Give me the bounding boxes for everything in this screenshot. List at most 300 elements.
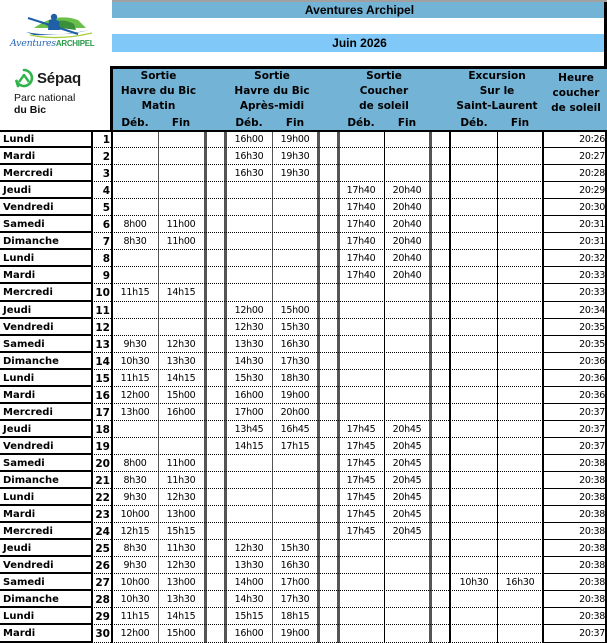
time-a-start[interactable] [112,131,158,148]
time-b-start[interactable] [226,267,272,284]
time-c-end[interactable]: 20h45 [392,441,422,452]
time-a-start[interactable]: 13h00 [120,407,150,418]
time-b-start[interactable]: 16h30 [234,168,264,179]
time-d-start[interactable] [451,267,497,284]
time-a-start[interactable]: 10h00 [120,577,150,588]
time-d-end[interactable] [497,608,543,625]
time-c-end[interactable] [384,131,430,148]
time-d-end[interactable] [497,472,543,489]
time-a-start[interactable] [112,250,158,267]
header-a-start: Déb. [121,117,149,129]
time-a-end[interactable]: 12h30 [166,339,196,350]
time-b-end[interactable]: 16h30 [280,339,310,350]
time-a-start[interactable]: 8h30 [123,475,147,486]
time-a-end[interactable] [158,199,204,216]
time-b-start[interactable]: 16h00 [234,628,264,639]
time-d-start[interactable] [451,148,497,165]
time-b-start[interactable] [226,199,272,216]
time-d-start[interactable] [451,302,497,319]
header-a-end: Fin [171,117,191,129]
time-c-start[interactable] [338,370,384,387]
time-d-end[interactable] [497,165,543,182]
time-a-end[interactable] [158,165,204,182]
time-b-start[interactable]: 14h30 [234,594,264,605]
band-spacer [112,52,607,67]
sunset-time[interactable]: 20:38 [579,526,605,537]
time-b-end[interactable] [272,472,318,489]
day-name: Mardi [3,390,36,401]
time-b-end[interactable] [272,199,318,216]
time-d-end[interactable] [497,302,543,319]
time-a-end[interactable]: 12h30 [166,492,196,503]
time-c-end[interactable] [384,302,430,319]
time-a-start[interactable]: 12h00 [120,390,150,401]
time-a-end[interactable]: 13h30 [166,594,196,605]
time-c-end[interactable] [384,404,430,421]
time-a-start[interactable]: 10h30 [120,594,150,605]
time-c-start[interactable]: 17h45 [346,424,376,435]
time-a-end[interactable] [158,148,204,165]
time-a-end[interactable]: 11h00 [166,219,196,230]
time-b-end[interactable] [272,455,318,472]
time-b-start[interactable] [226,284,272,301]
day-name: Mardi [3,151,36,162]
time-c-end[interactable] [384,165,430,182]
time-d-start[interactable]: 10h30 [459,577,489,588]
time-d-start[interactable] [451,540,497,557]
time-d-start[interactable] [451,557,497,574]
time-b-end[interactable]: 19h30 [280,151,310,162]
header-d-start: Déb. [460,117,488,129]
time-b-start[interactable] [226,506,272,523]
time-a-start[interactable] [112,148,158,165]
time-c-start[interactable] [338,625,384,642]
time-b-end[interactable]: 19h00 [280,628,310,639]
time-b-end[interactable]: 17h30 [280,356,310,367]
time-c-end[interactable]: 20h40 [392,219,422,230]
time-b-end[interactable]: 19h00 [280,134,310,145]
time-a-end[interactable] [158,421,204,438]
sunset-time[interactable]: 20:38 [579,611,605,622]
time-b-end[interactable]: 18h30 [280,373,310,384]
time-d-end[interactable] [497,404,543,421]
time-d-end[interactable] [497,625,543,642]
time-a-end[interactable]: 13h00 [166,509,196,520]
time-b-start[interactable] [226,216,272,233]
time-a-end[interactable]: 11h30 [166,543,196,554]
time-a-start[interactable] [112,165,158,182]
time-b-start[interactable] [226,233,272,250]
time-a-start[interactable]: 10h30 [120,356,150,367]
time-c-end[interactable]: 20h45 [392,424,422,435]
day-name: Jeudi [3,424,32,435]
day-number: 30 [95,628,110,640]
time-c-end[interactable] [384,574,430,591]
company-title: Aventures Archipel [112,2,607,18]
time-d-start[interactable] [451,319,497,336]
time-c-start[interactable] [338,404,384,421]
sunset-time[interactable]: 20:36 [579,390,605,401]
time-d-end[interactable] [497,284,543,301]
time-d-end[interactable] [497,523,543,540]
time-b-start[interactable]: 14h00 [234,577,264,588]
time-c-start[interactable] [338,574,384,591]
time-b-end[interactable]: 20h00 [280,407,310,418]
time-d-start[interactable] [451,625,497,642]
sunset-time[interactable]: 20:36 [579,356,605,367]
sunset-time[interactable]: 20:33 [579,270,605,281]
time-d-start[interactable] [451,489,497,506]
time-c-end[interactable]: 20h45 [392,492,422,503]
table-top-border [0,130,607,132]
time-a-end[interactable]: 16h00 [166,407,196,418]
time-c-end[interactable] [384,557,430,574]
time-c-end[interactable] [384,540,430,557]
time-d-end[interactable] [497,353,543,370]
time-d-end[interactable] [497,540,543,557]
time-d-end[interactable] [497,148,543,165]
time-c-end[interactable]: 20h40 [392,185,422,196]
time-a-start[interactable]: 8h00 [123,458,147,469]
time-b-end[interactable]: 18h15 [280,611,310,622]
time-b-start[interactable] [226,250,272,267]
time-a-start[interactable]: 9h30 [123,560,147,571]
time-a-start[interactable] [112,182,158,199]
sunset-time[interactable]: 20:33 [579,287,605,298]
time-c-start[interactable]: 17h40 [346,219,376,230]
time-b-start[interactable]: 15h30 [234,373,264,384]
time-a-start[interactable]: 9h30 [123,492,147,503]
time-d-end[interactable] [497,557,543,574]
time-a-start[interactable] [112,319,158,336]
time-c-start[interactable]: 17h45 [346,492,376,503]
time-c-end[interactable] [384,284,430,301]
time-d-start[interactable] [451,216,497,233]
time-d-start[interactable] [451,284,497,301]
time-a-end[interactable]: 14h15 [166,287,196,298]
time-d-start[interactable] [451,523,497,540]
time-d-end[interactable] [497,438,543,455]
time-c-start[interactable] [338,284,384,301]
day-number: 20 [95,458,110,470]
time-d-end[interactable] [497,319,543,336]
time-d-start[interactable] [451,591,497,608]
day-name: Dimanche [3,475,59,486]
day-number: 6 [102,219,110,231]
time-a-end[interactable]: 11h00 [166,236,196,247]
time-b-end[interactable]: 16h45 [280,424,310,435]
time-a-end[interactable] [158,250,204,267]
time-b-start[interactable]: 14h30 [234,356,264,367]
time-a-start[interactable] [112,438,158,455]
time-b-start[interactable] [226,523,272,540]
time-b-start[interactable] [226,472,272,489]
sunset-time[interactable]: 20:37 [579,424,605,435]
time-c-start[interactable]: 17h40 [346,236,376,247]
time-d-end[interactable] [497,455,543,472]
header-group-coucher-soleil: Sortie Coucher de soleil [359,70,409,112]
time-c-start[interactable]: 17h40 [346,202,376,213]
time-c-start[interactable] [338,353,384,370]
day-name: Mardi [3,509,36,520]
time-b-start[interactable]: 12h00 [234,305,264,316]
time-c-end[interactable] [384,591,430,608]
time-c-end[interactable]: 20h40 [392,253,422,264]
time-c-start[interactable]: 17h45 [346,458,376,469]
time-c-start[interactable]: 17h45 [346,526,376,537]
time-a-end[interactable] [158,302,204,319]
sunset-time[interactable]: 20:29 [579,185,605,196]
time-b-end[interactable]: 15h30 [280,322,310,333]
time-d-start[interactable] [451,233,497,250]
time-b-end[interactable] [272,250,318,267]
time-d-start[interactable] [451,165,497,182]
time-d-start[interactable] [451,131,497,148]
sunset-time[interactable]: 20:27 [579,151,605,162]
time-a-end[interactable]: 14h15 [166,373,196,384]
time-d-start[interactable] [451,353,497,370]
time-d-start[interactable] [451,182,497,199]
time-d-end[interactable] [497,336,543,353]
time-a-end[interactable]: 14h15 [166,611,196,622]
aventures-archipel-wordmark: AventuresARCHIPEL [10,38,95,49]
time-c-start[interactable] [338,302,384,319]
time-b-start[interactable] [226,182,272,199]
time-b-start[interactable]: 13h30 [234,339,264,350]
time-c-end[interactable] [384,625,430,642]
time-a-start[interactable]: 8h30 [123,543,147,554]
time-a-start[interactable]: 12h15 [120,526,150,537]
header-c-start: Déb. [347,117,375,129]
sunset-time[interactable]: 20:38 [579,560,605,571]
time-b-start[interactable]: 14h15 [234,441,264,452]
time-a-end[interactable]: 15h00 [166,390,196,401]
time-a-start[interactable]: 11h15 [120,287,150,298]
sepaq-park-line2: du Bic [14,104,47,116]
time-c-end[interactable] [384,608,430,625]
time-a-start[interactable]: 8h30 [123,236,147,247]
time-c-start[interactable] [338,540,384,557]
sunset-time[interactable]: 20:37 [579,407,605,418]
time-a-start[interactable]: 9h30 [123,339,147,350]
time-a-end[interactable] [158,319,204,336]
time-b-start[interactable]: 16h00 [234,134,264,145]
time-a-end[interactable]: 11h00 [166,458,196,469]
time-b-end[interactable]: 19h30 [280,168,310,179]
time-d-start[interactable] [451,370,497,387]
time-c-end[interactable] [384,387,430,404]
day-name: Mardi [3,628,36,639]
time-c-start[interactable] [338,131,384,148]
time-c-start[interactable]: 17h40 [346,270,376,281]
day-number: 8 [102,253,110,265]
day-number: 18 [95,424,110,436]
time-c-start[interactable] [338,319,384,336]
sepaq-logo [14,68,109,128]
time-a-end[interactable] [158,438,204,455]
time-c-end[interactable] [384,148,430,165]
time-d-start[interactable] [451,472,497,489]
time-c-start[interactable]: 17h45 [346,509,376,520]
time-b-start[interactable] [226,455,272,472]
day-name: Lundi [3,253,35,264]
time-d-start[interactable] [451,336,497,353]
sepaq-name: Sépaq [37,69,82,87]
sunset-time[interactable]: 20:31 [579,219,605,230]
time-d-end[interactable] [497,216,543,233]
sunset-time[interactable]: 20:35 [579,339,605,350]
sunset-time[interactable]: 20:35 [579,322,605,333]
sunset-time[interactable]: 20:37 [579,441,605,452]
time-c-end[interactable]: 20h40 [392,270,422,281]
time-b-end[interactable] [272,267,318,284]
time-a-end[interactable]: 13h00 [166,577,196,588]
time-d-start[interactable] [451,438,497,455]
sunset-time[interactable]: 20:37 [579,628,605,639]
time-a-end[interactable]: 13h30 [166,356,196,367]
time-d-end[interactable] [497,421,543,438]
time-d-end[interactable] [497,250,543,267]
time-d-end[interactable] [497,387,543,404]
sunset-time[interactable]: 20:38 [579,594,605,605]
time-b-end[interactable]: 17h15 [280,441,310,452]
time-b-end[interactable] [272,489,318,506]
time-c-end[interactable]: 20h45 [392,458,422,469]
time-c-start[interactable]: 17h40 [346,253,376,264]
time-b-end[interactable] [272,216,318,233]
time-d-start[interactable] [451,421,497,438]
time-a-start[interactable]: 8h00 [123,219,147,230]
time-c-start[interactable] [338,165,384,182]
day-number: 24 [95,526,110,538]
day-name: Samedi [3,339,45,350]
sunset-time[interactable]: 20:31 [579,236,605,247]
time-d-start[interactable] [451,387,497,404]
time-b-end[interactable] [272,523,318,540]
time-b-end[interactable]: 17h30 [280,594,310,605]
time-b-end[interactable]: 15h30 [280,543,310,554]
time-a-end[interactable]: 12h30 [166,560,196,571]
time-d-start[interactable] [451,608,497,625]
sunset-time[interactable]: 20:38 [579,543,605,554]
time-d-start[interactable] [451,250,497,267]
time-c-start[interactable]: 17h40 [346,185,376,196]
time-d-end[interactable] [497,506,543,523]
time-c-end[interactable] [384,319,430,336]
time-b-end[interactable] [272,506,318,523]
time-a-end[interactable] [158,131,204,148]
time-d-end[interactable] [497,233,543,250]
sunset-time[interactable]: 20:38 [579,492,605,503]
sunset-time[interactable]: 20:32 [579,253,605,264]
day-name: Vendredi [3,441,54,452]
sunset-time[interactable]: 20:38 [579,458,605,469]
time-a-start[interactable] [112,421,158,438]
time-a-end[interactable] [158,182,204,199]
time-a-start[interactable]: 11h15 [120,373,150,384]
time-c-start[interactable] [338,591,384,608]
time-c-end[interactable] [384,370,430,387]
sunset-time[interactable]: 20:36 [579,373,605,384]
time-a-start[interactable]: 11h15 [120,611,150,622]
time-b-end[interactable]: 17h00 [280,577,310,588]
time-d-end[interactable] [497,131,543,148]
time-d-start[interactable] [451,404,497,421]
time-b-start[interactable]: 15h15 [234,611,264,622]
time-d-start[interactable] [451,455,497,472]
time-b-end[interactable]: 19h00 [280,390,310,401]
time-a-start[interactable]: 12h00 [120,628,150,639]
time-a-end[interactable] [158,267,204,284]
time-c-start[interactable] [338,557,384,574]
time-c-end[interactable]: 20h45 [392,509,422,520]
time-b-end[interactable] [272,284,318,301]
time-a-start[interactable] [112,199,158,216]
time-c-end[interactable] [384,336,430,353]
time-c-end[interactable]: 20h40 [392,202,422,213]
day-number: 11 [95,305,110,317]
time-b-start[interactable]: 12h30 [234,322,264,333]
time-b-start[interactable]: 13h45 [234,424,264,435]
time-d-end[interactable] [497,182,543,199]
time-d-end[interactable] [497,199,543,216]
time-d-start[interactable] [451,199,497,216]
time-a-start[interactable] [112,267,158,284]
time-a-start[interactable]: 10h00 [120,509,150,520]
sunset-time[interactable]: 20:38 [579,475,605,486]
sunset-time[interactable]: 20:38 [579,509,605,520]
time-c-start[interactable]: 17h45 [346,441,376,452]
time-b-start[interactable]: 16h30 [234,151,264,162]
time-d-end[interactable] [497,370,543,387]
time-a-end[interactable]: 11h30 [166,475,196,486]
time-b-start[interactable]: 13h30 [234,560,264,571]
time-a-end[interactable]: 15h00 [166,628,196,639]
time-c-start[interactable]: 17h45 [346,475,376,486]
time-c-end[interactable] [384,353,430,370]
time-b-start[interactable] [226,489,272,506]
sunset-time[interactable]: 20:28 [579,168,605,179]
sunset-time[interactable]: 20:34 [579,305,605,316]
header-b-start: Déb. [235,117,263,129]
time-b-end[interactable] [272,233,318,250]
time-d-end[interactable] [497,267,543,284]
sunset-time[interactable]: 20:38 [579,577,605,588]
sunset-time[interactable]: 20:30 [579,202,605,213]
time-a-end[interactable]: 15h15 [166,526,196,537]
time-b-start[interactable]: 16h00 [234,390,264,401]
time-d-end[interactable]: 16h30 [505,577,535,588]
time-b-start[interactable]: 17h00 [234,407,264,418]
time-d-end[interactable] [497,489,543,506]
time-b-end[interactable] [272,182,318,199]
time-d-end[interactable] [497,591,543,608]
time-d-start[interactable] [451,506,497,523]
time-c-start[interactable] [338,608,384,625]
sunset-time[interactable]: 20:26 [579,134,605,145]
time-c-start[interactable] [338,387,384,404]
time-b-end[interactable]: 15h00 [280,305,310,316]
time-c-end[interactable]: 20h40 [392,236,422,247]
day-number: 13 [95,339,110,351]
time-b-end[interactable]: 16h30 [280,560,310,571]
time-c-start[interactable] [338,336,384,353]
time-c-start[interactable] [338,148,384,165]
time-c-end[interactable]: 20h45 [392,475,422,486]
time-b-start[interactable]: 12h30 [234,543,264,554]
time-c-end[interactable]: 20h45 [392,526,422,537]
time-a-start[interactable] [112,302,158,319]
